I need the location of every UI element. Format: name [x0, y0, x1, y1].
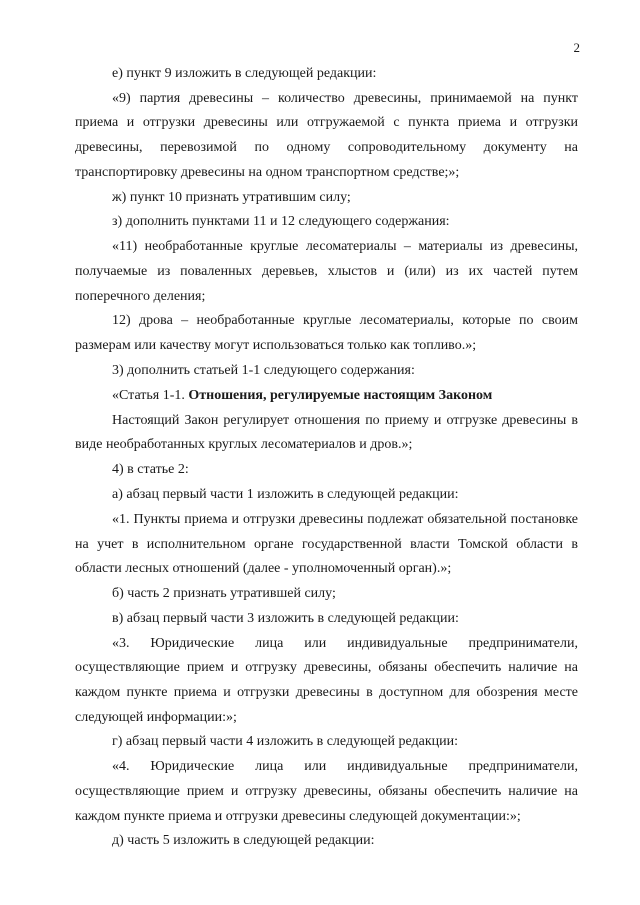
- paragraph-b: б) часть 2 признать утратившей силу;: [112, 586, 336, 602]
- paragraph-part-1-text: «1. Пункты приема и отгрузки древесины подлежат обязательной постановке на учет в исполнительном органе государственной власти Томской области в области лесных отношений (далее - уполномоченный орган).»;: [75, 511, 578, 577]
- paragraph-article-text: Настоящий Закон регулирует отношения по приему и отгрузке древесины в виде необработанных круглых лесоматериалов и дров.»;: [75, 412, 578, 453]
- paragraph-v: в) абзац первый части 3 изложить в следующей редакции:: [112, 610, 459, 626]
- article-heading-title: Отношения, регулируемые настоящим Законом: [188, 387, 493, 403]
- paragraph-article-heading: [75, 384, 578, 409]
- paragraph-item-11-text: «11) необработанные круглые лесоматериалы – материалы из древесины, получаемые из поваленных деревьев, хлыстов и (или) из их частей путем поперечного деления;: [75, 239, 578, 304]
- paragraph-item-12-text: 12) дрова – необработанные круглые лесоматериалы, которые по своим размерам или качеству могут использоваться только как топливо.»;: [75, 313, 578, 354]
- article-heading-prefix: «Статья 1-1.: [112, 387, 189, 403]
- paragraph-zh: ж) пункт 10 признать утратившим силу;: [112, 189, 351, 205]
- paragraph-d: д) часть 5 изложить в следующей редакции:: [112, 833, 375, 849]
- paragraph-part-3-text: «3. Юридические лица или индивидуальные предприниматели, осуществляющие прием и отгрузку древесины, обязаны обеспечить наличие на каждом пункте приема и отгрузки древесины в доступном для обозрения месте следующей информации:»;: [75, 635, 578, 725]
- paragraph-z: з) дополнить пунктами 11 и 12 следующего содержания:: [112, 214, 450, 230]
- paragraph-g: г) абзац первый части 4 изложить в следующей редакции:: [112, 734, 459, 750]
- paragraph-a: а) абзац первый части 1 изложить в следующей редакции:: [112, 487, 459, 503]
- paragraph-item-9-text: «9) партия древесины – количество древесины, принимаемой на пункт приема и отгрузки древесины или отгружаемой с пункта приема и отгрузки древесины, перевозимой по одному сопроводительному документу на транспортировку древесины на одном транспортном средстве;»;: [75, 90, 578, 180]
- page-number: 2: [573, 40, 580, 55]
- document-body: [75, 62, 578, 854]
- paragraph-part-4-text: «4. Юридические лица или индивидуальные предприниматели, осуществляющие прием и отгрузку древесины, обязаны обеспечить наличие на каждом пункте приема и отгрузки древесины следующей документации:»;: [75, 759, 578, 824]
- paragraph-4: 4) в статье 2:: [112, 462, 189, 478]
- paragraph-3: 3) дополнить статьей 1-1 следующего содержания:: [112, 362, 415, 378]
- paragraph-e: е) пункт 9 изложить в следующей редакции:: [112, 66, 377, 81]
